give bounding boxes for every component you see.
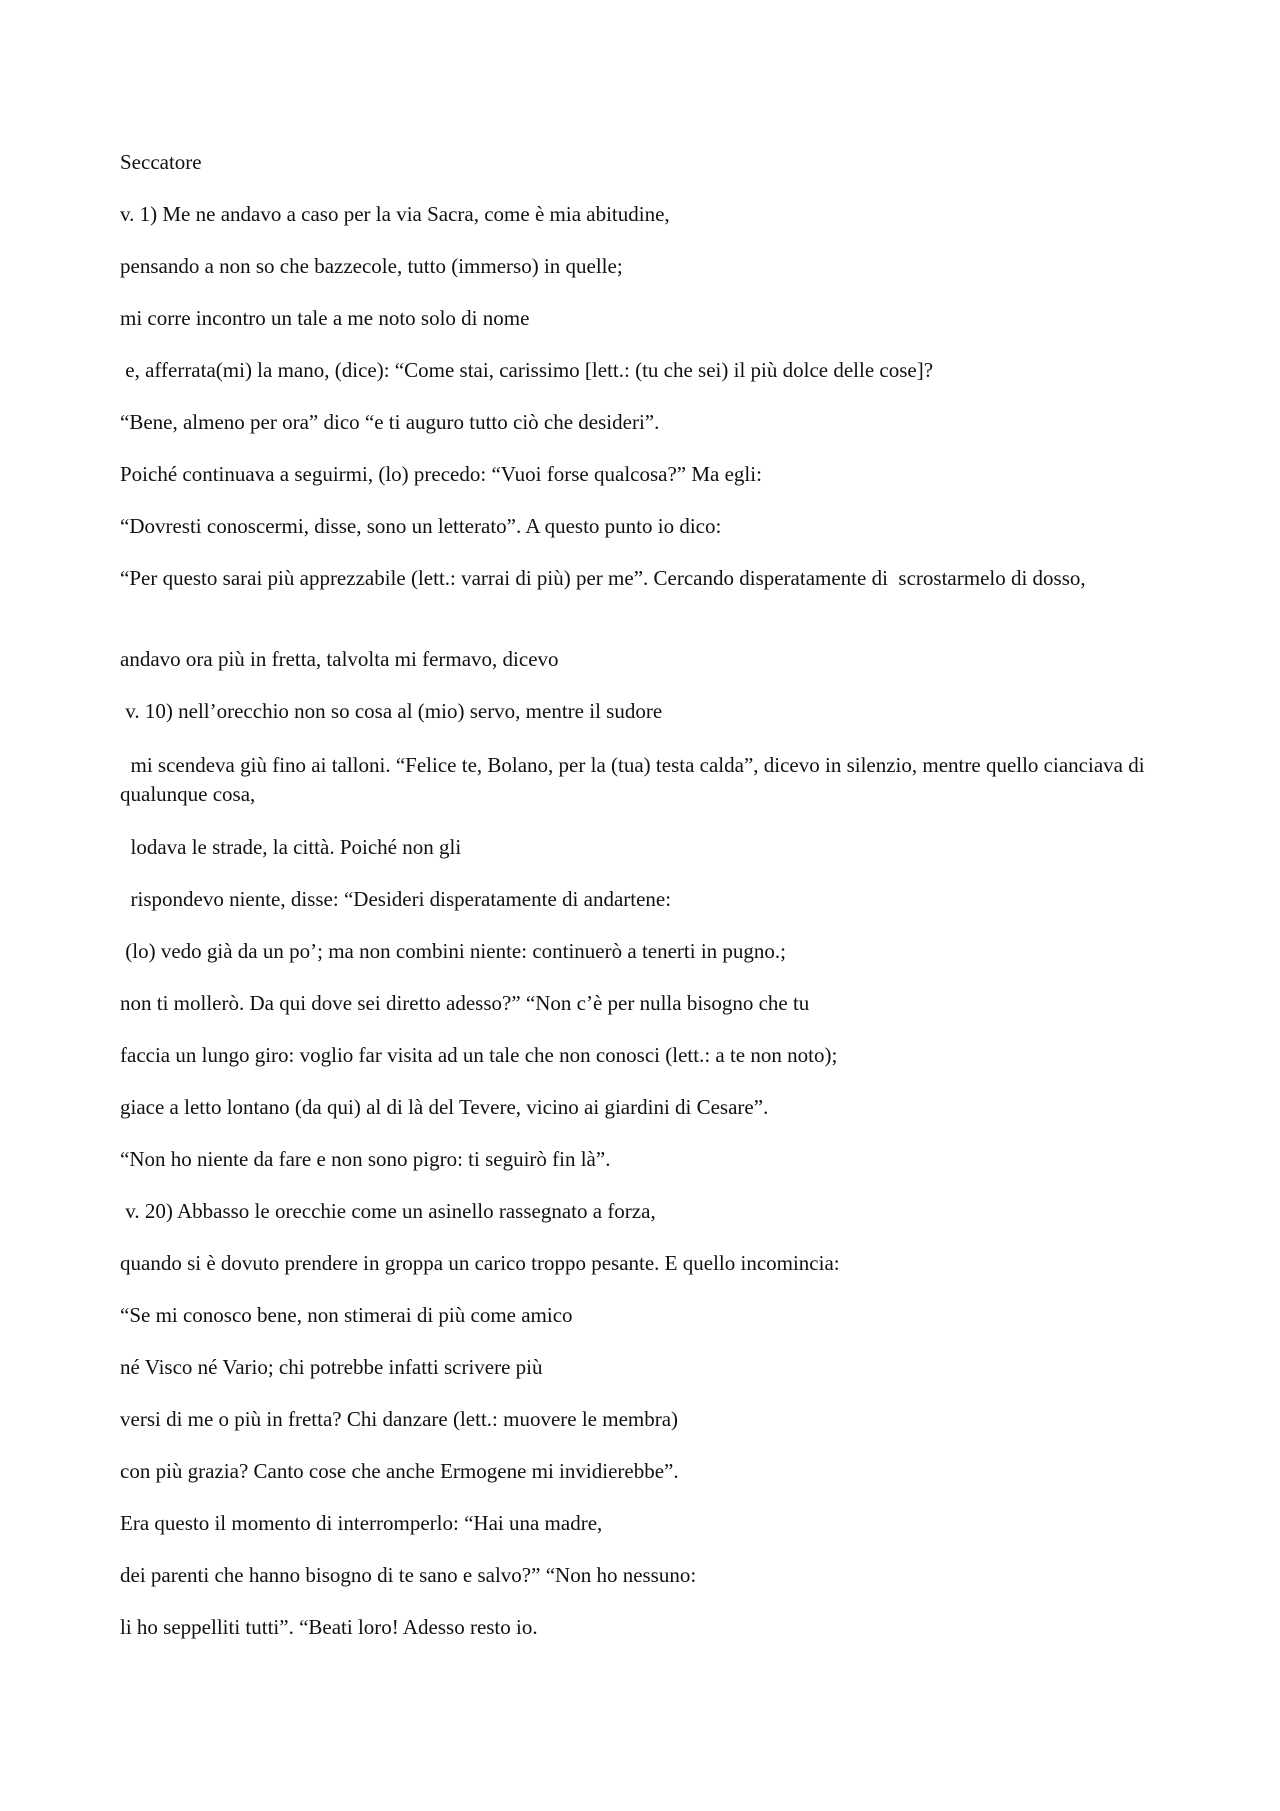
paragraph: v. 10) nell’orecchio non so cosa al (mio) servo, mentre il sudore [120,699,663,723]
paragraph: versi di me o più in fretta? Chi danzare (lett.: muovere le membra) [120,1407,679,1431]
paragraph: (lo) vedo già da un po’; ma non combini niente: continuerò a tenerti in pugno.; [120,939,787,963]
paragraph: “Bene, almeno per ora” dico “e ti auguro tutto ciò che desideri”. [120,410,660,434]
paragraph: faccia un lungo giro: voglio far visita ad un tale che non conosci (lett.: a te non noto); [120,1043,838,1067]
paragraph: “Se mi conosco bene, non stimerai di più come amico [120,1303,573,1327]
paragraph: con più grazia? Canto cose che anche Ermogene mi invidierebbe”. [120,1459,679,1483]
paragraph: mi scendeva giù fino ai talloni. “Felice te, Bolano, per la (tua) testa calda”, dicevo in silenzio, mentre quello cianciava di qualunque cosa, [120,753,1150,806]
paragraph: v. 1) Me ne andavo a caso per la via Sacra, come è mia abitudine, [120,202,670,226]
paragraph: v. 20) Abbasso le orecchie come un asinello rassegnato a forza, [120,1199,656,1223]
paragraph: dei parenti che hanno bisogno di te sano e salvo?” “Non ho nessuno: [120,1563,697,1587]
paragraph: pensando a non so che bazzecole, tutto (immerso) in quelle; [120,254,623,278]
paragraph: Era questo il momento di interromperlo: “Hai una madre, [120,1511,603,1535]
paragraph: giace a letto lontano (da qui) al di là del Tevere, vicino ai giardini di Cesare”. [120,1095,769,1119]
paragraph: li ho seppelliti tutti”. “Beati loro! Adesso resto io. [120,1615,538,1639]
paragraph: rispondevo niente, disse: “Desideri disperatamente di andartene: [120,887,672,911]
paragraph: quando si è dovuto prendere in groppa un carico troppo pesante. E quello incomincia: [120,1251,840,1275]
paragraph: e, afferrata(mi) la mano, (dice): “Come stai, carissimo [lett.: (tu che sei) il più dolce delle cose]? [120,358,934,382]
paragraph: mi corre incontro un tale a me noto solo di nome [120,306,530,330]
paragraph: andavo ora più in fretta, talvolta mi fermavo, dicevo [120,647,559,671]
paragraph: “Dovresti conoscermi, disse, sono un letterato”. A questo punto io dico: [120,514,722,538]
paragraph: Poiché continuava a seguirmi, (lo) precedo: “Vuoi forse qualcosa?” Ma egli: [120,462,762,486]
document-title: Seccatore [120,150,202,174]
paragraph: “Per questo sarai più apprezzabile (lett.: varrai di più) per me”. Cercando disperatamente di scrostarmelo di dosso, [120,566,1086,590]
paragraph: lodava le strade, la città. Poiché non gli [120,835,462,859]
paragraph: né Visco né Vario; chi potrebbe infatti scrivere più [120,1355,543,1379]
paragraph: “Non ho niente da fare e non sono pigro: ti seguirò fin là”. [120,1147,611,1171]
paragraph: non ti mollerò. Da qui dove sei diretto adesso?” “Non c’è per nulla bisogno che tu [120,991,810,1015]
